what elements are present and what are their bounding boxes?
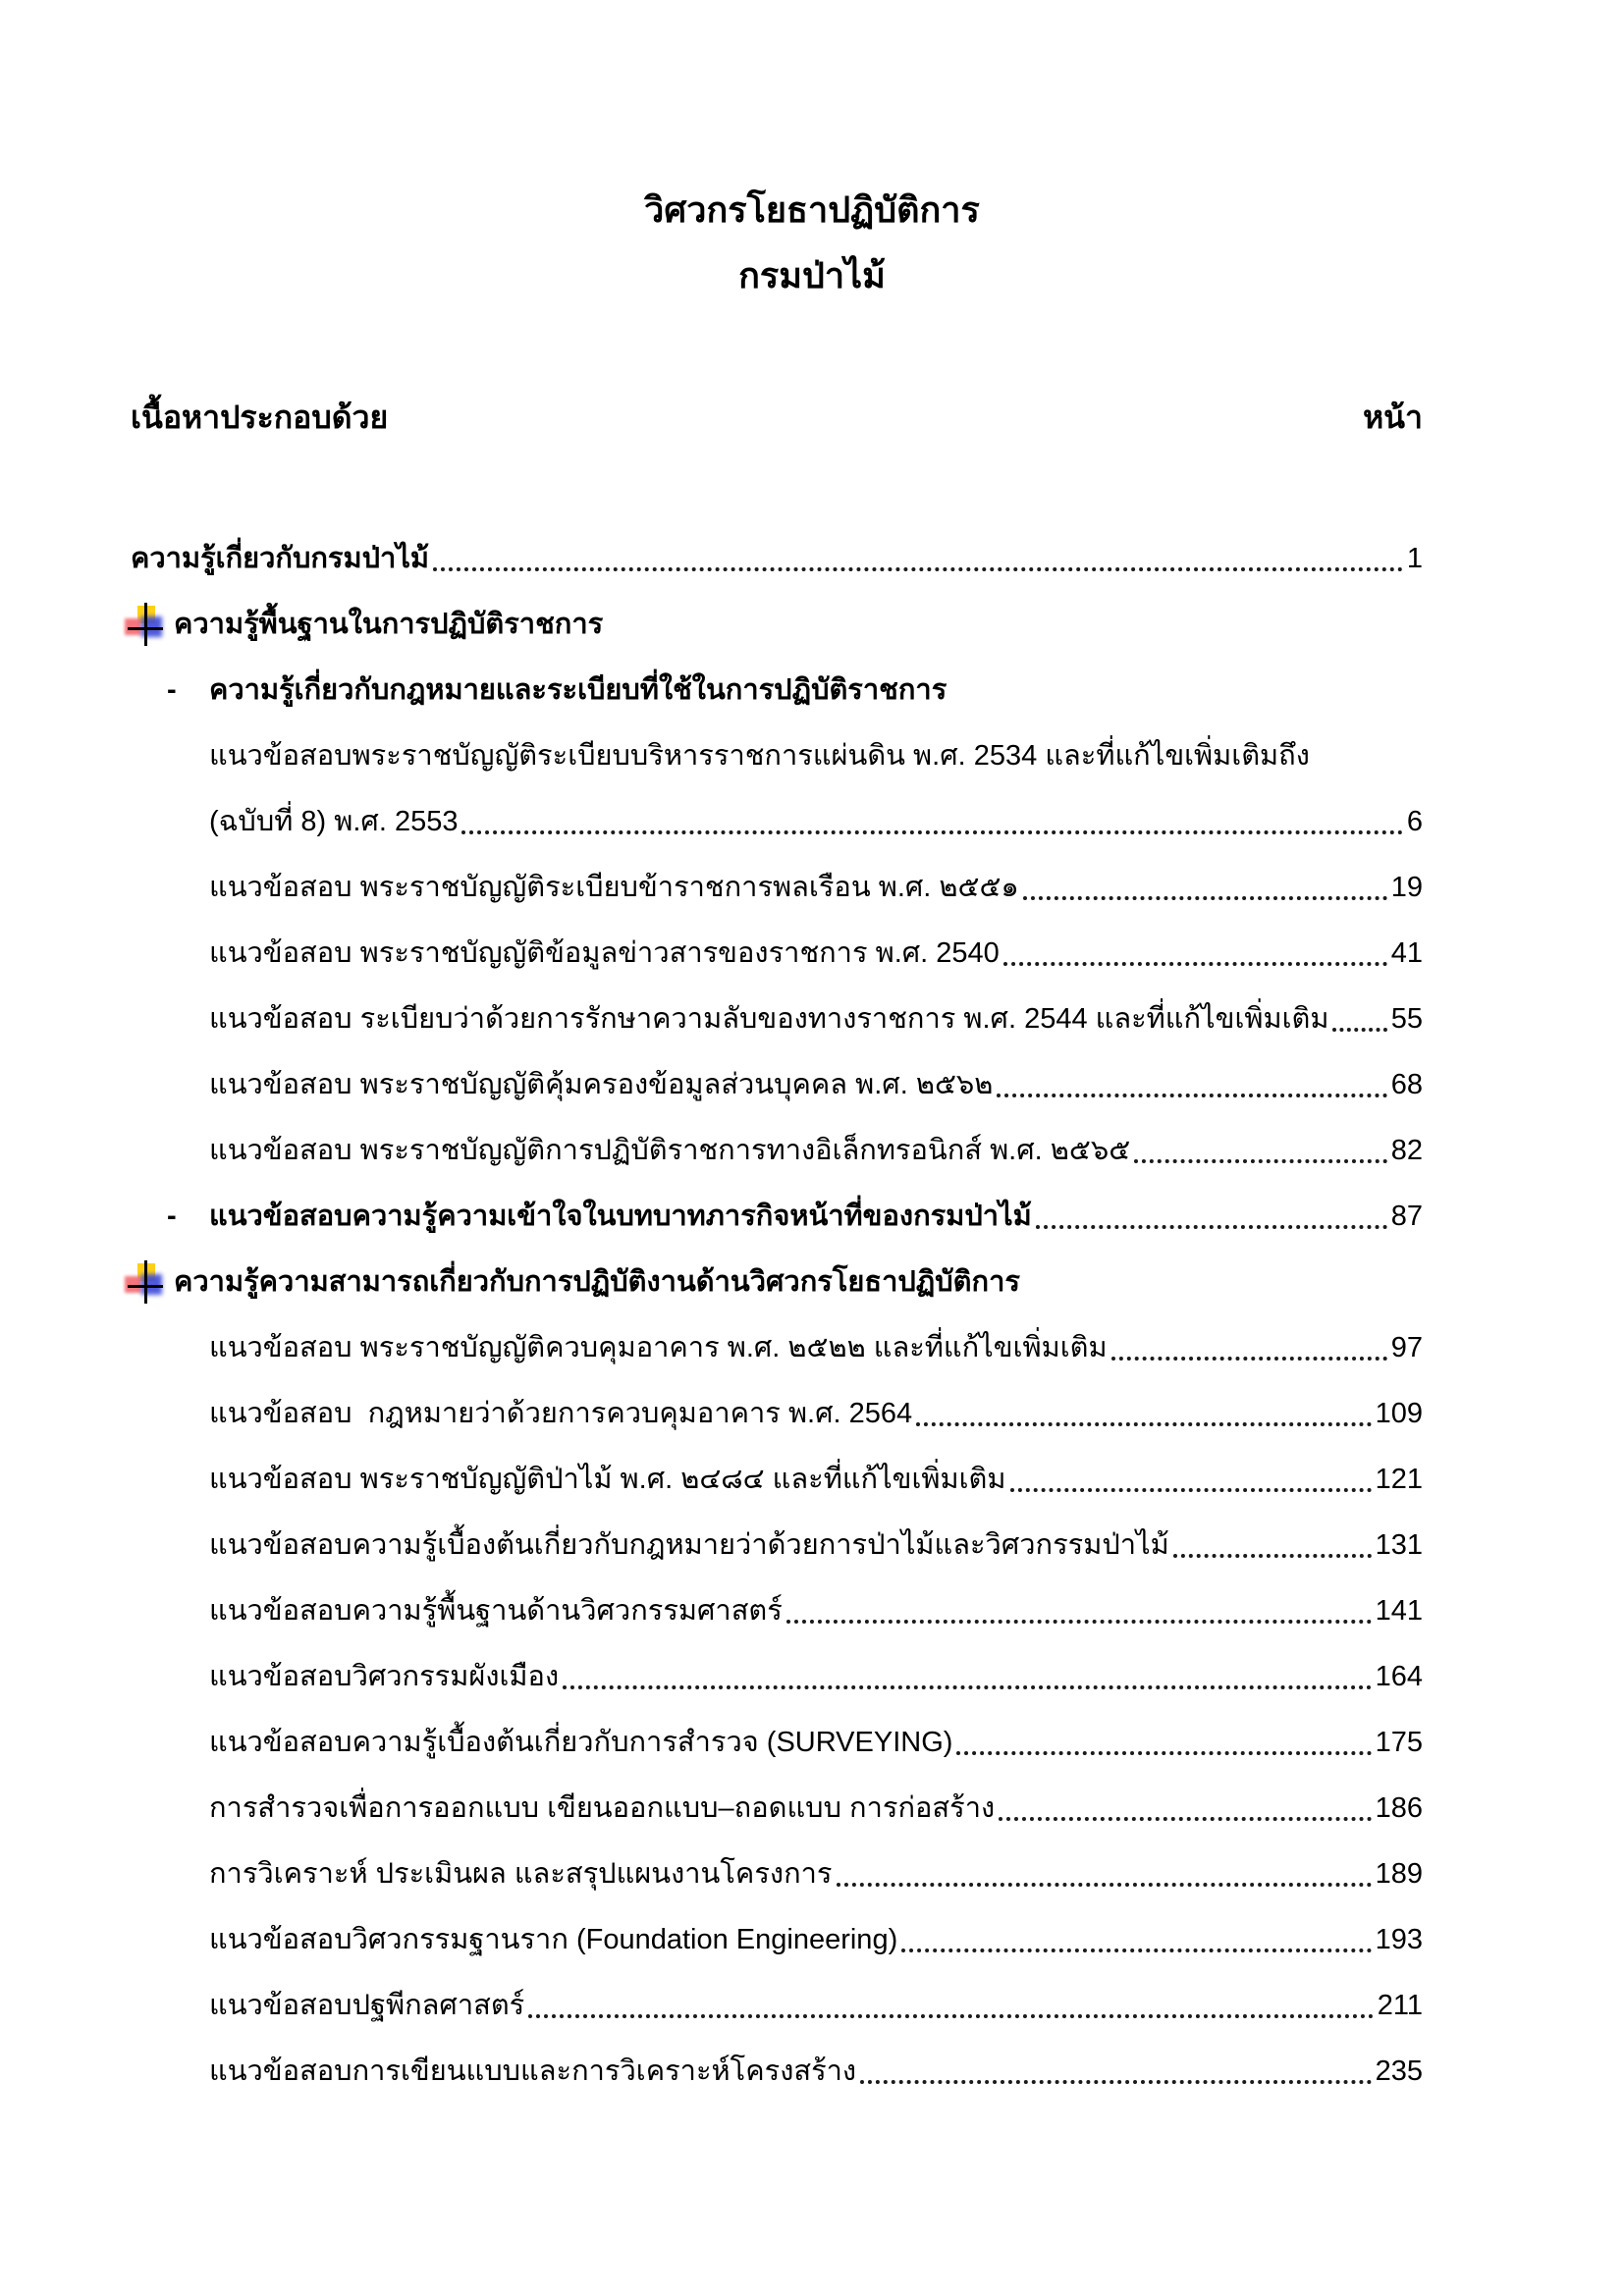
page-number: 189 bbox=[1375, 1858, 1423, 1890]
toc-row bbox=[131, 603, 1423, 646]
dot-leader bbox=[1010, 1488, 1372, 1492]
toc-row bbox=[131, 734, 1423, 777]
toc-item-label: ความรู้เกี่ยวกับกฎหมายและระเบียบที่ใช้ในการปฏิบัติราชการ bbox=[209, 674, 947, 706]
dot-leader bbox=[997, 1094, 1386, 1097]
page-number: 55 bbox=[1390, 1003, 1423, 1035]
dot-leader bbox=[956, 1751, 1371, 1755]
toc-item-label: แนวข้อสอบวิศวกรรมฐานราก (Foundation Engineering) bbox=[209, 1924, 898, 1955]
toc-item-label: แนวข้อสอบ พระราชบัญญัติระเบียบข้าราชการพลเรือน พ.ศ. ๒๕๕๑ bbox=[209, 872, 1019, 903]
toc-content bbox=[0, 396, 1624, 2093]
toc-row bbox=[131, 1392, 1423, 1435]
page-number: 68 bbox=[1390, 1069, 1423, 1100]
toc-row bbox=[131, 668, 1423, 712]
dot-leader bbox=[1036, 1225, 1387, 1229]
dash-marker-icon: - bbox=[167, 1201, 177, 1232]
bullet-cross-horizontal bbox=[128, 1285, 163, 1288]
toc-item-label: แนวข้อสอบวิศวกรรมผังเมือง bbox=[209, 1661, 560, 1692]
toc-item-label: แนวข้อสอบการเขียนแบบและการวิเคราะห์โครงสร้าง bbox=[209, 2056, 857, 2087]
dot-leader bbox=[433, 567, 1403, 571]
toc-item-label: แนวข้อสอบ พระราชบัญญัติป่าไม้ พ.ศ. ๒๔๘๔ และที่แก้ไขเพิ่มเติม bbox=[209, 1464, 1006, 1495]
toc-row bbox=[131, 537, 1423, 580]
toc-row bbox=[131, 1326, 1423, 1369]
page-number: 41 bbox=[1390, 937, 1423, 969]
toc-item-label: การวิเคราะห์ ประเมินผล และสรุปแผนงานโครงการ bbox=[209, 1858, 833, 1890]
page-number: 97 bbox=[1390, 1332, 1423, 1363]
toc-row bbox=[131, 1721, 1423, 1764]
toc-item-label: ความรู้พื้นฐานในการปฏิบัติราชการ bbox=[174, 609, 604, 640]
toc-row bbox=[131, 932, 1423, 975]
toc-row bbox=[131, 2050, 1423, 2093]
dot-leader bbox=[837, 1883, 1372, 1887]
toc-row bbox=[131, 1523, 1423, 1567]
page-number: 82 bbox=[1390, 1135, 1423, 1166]
toc-item-label: แนวข้อสอบ กฎหมายว่าด้วยการควบคุมอาคาร พ.ศ. 2564 bbox=[209, 1398, 913, 1429]
title-block bbox=[0, 0, 1624, 297]
dash-marker-icon: - bbox=[167, 674, 177, 706]
page-number: 109 bbox=[1375, 1398, 1423, 1429]
bullet-cross-vertical bbox=[144, 603, 147, 646]
toc-row bbox=[131, 1852, 1423, 1896]
dot-leader bbox=[1332, 1028, 1386, 1032]
toc-item-label: แนวข้อสอบความรู้พื้นฐานด้านวิศวกรรมศาสตร์ bbox=[209, 1595, 783, 1627]
page-number: 6 bbox=[1406, 806, 1423, 837]
dot-leader bbox=[786, 1620, 1372, 1624]
page-number: 19 bbox=[1390, 872, 1423, 903]
toc-item-label: (ฉบับที่ 8) พ.ศ. 2553 bbox=[209, 806, 459, 837]
toc-row bbox=[131, 800, 1423, 843]
page-number: 235 bbox=[1375, 2056, 1423, 2087]
toc-header-row bbox=[131, 396, 1423, 439]
toc-item-label: แนวข้อสอบความรู้เบื้องต้นเกี่ยวกับการสำรวจ (SURVEYING) bbox=[209, 1727, 953, 1758]
toc-item-label: แนวข้อสอบความรู้ความเข้าใจในบทบาทภารกิจหน้าที่ของกรมป่าไม้ bbox=[209, 1201, 1032, 1232]
toc-header-contents-label: เนื้อหาประกอบด้วย bbox=[131, 400, 389, 435]
toc-row bbox=[131, 1129, 1423, 1172]
toc-row bbox=[131, 1918, 1423, 1961]
dot-leader bbox=[1111, 1357, 1387, 1361]
dot-leader bbox=[901, 1949, 1371, 1952]
toc-row bbox=[131, 1589, 1423, 1632]
section-bullet-plus-icon bbox=[125, 1260, 164, 1304]
toc-list bbox=[131, 537, 1423, 2093]
dot-leader bbox=[1023, 896, 1387, 900]
toc-item-label: แนวข้อสอบพระราชบัญญัติระเบียบบริหารราชการแผ่นดิน พ.ศ. 2534 และที่แก้ไขเพิ่มเติมถึง bbox=[209, 740, 1310, 772]
toc-row bbox=[131, 1195, 1423, 1238]
toc-row bbox=[131, 1458, 1423, 1501]
toc-row bbox=[131, 1655, 1423, 1698]
dot-leader bbox=[528, 2014, 1374, 2018]
toc-header-page-label: หน้า bbox=[1363, 400, 1423, 435]
dot-leader bbox=[1173, 1554, 1372, 1558]
page-number: 87 bbox=[1390, 1201, 1423, 1232]
dot-leader bbox=[461, 830, 1402, 834]
dot-leader bbox=[1134, 1159, 1387, 1163]
dot-leader bbox=[999, 1817, 1371, 1821]
dot-leader bbox=[563, 1685, 1371, 1689]
page-number: 1 bbox=[1406, 543, 1423, 574]
page-number: 175 bbox=[1375, 1727, 1423, 1758]
dot-leader bbox=[1003, 962, 1387, 966]
toc-row bbox=[131, 1063, 1423, 1106]
toc-item-label: แนวข้อสอบ พระราชบัญญัติคุ้มครองข้อมูลส่วนบุคคล พ.ศ. ๒๕๖๒ bbox=[209, 1069, 994, 1100]
toc-item-label: ความรู้ความสามารถเกี่ยวกับการปฏิบัติงานด้านวิศวกรโยธาปฏิบัติการ bbox=[174, 1266, 1020, 1298]
toc-row bbox=[131, 1984, 1423, 2027]
page-number: 164 bbox=[1375, 1661, 1423, 1692]
document-title: วิศวกรโยธาปฏิบัติการ bbox=[644, 189, 980, 230]
toc-item-label: แนวข้อสอบปฐพีกลศาสตร์ bbox=[209, 1990, 525, 2021]
page-number: 121 bbox=[1375, 1464, 1423, 1495]
bullet-cross-horizontal bbox=[128, 627, 163, 630]
dot-leader bbox=[916, 1422, 1371, 1426]
toc-row bbox=[131, 1260, 1423, 1304]
dot-leader bbox=[860, 2080, 1372, 2084]
page-number: 131 bbox=[1375, 1529, 1423, 1561]
toc-item-label: ความรู้เกี่ยวกับกรมป่าไม้ bbox=[131, 543, 430, 574]
document-subtitle: กรมป่าไม้ bbox=[738, 255, 886, 295]
page-number: 186 bbox=[1375, 1792, 1423, 1824]
toc-item-label: แนวข้อสอบความรู้เบื้องต้นเกี่ยวกับกฎหมายว่าด้วยการป่าไม้และวิศวกรรมป่าไม้ bbox=[209, 1529, 1169, 1561]
bullet-cross-vertical bbox=[144, 1260, 147, 1304]
toc-row bbox=[131, 1787, 1423, 1830]
toc-row bbox=[131, 997, 1423, 1041]
toc-item-label: การสำรวจเพื่อการออกแบบ เขียนออกแบบ–ถอดแบบ การก่อสร้าง bbox=[209, 1792, 996, 1824]
section-bullet-plus-icon bbox=[125, 603, 164, 646]
toc-item-label: แนวข้อสอบ ระเบียบว่าด้วยการรักษาความลับของทางราชการ พ.ศ. 2544 และที่แก้ไขเพิ่มเติม bbox=[209, 1003, 1329, 1035]
toc-item-label: แนวข้อสอบ พระราชบัญญัติข้อมูลข่าวสารของราชการ พ.ศ. 2540 bbox=[209, 937, 1000, 969]
toc-row bbox=[131, 866, 1423, 909]
page-number: 211 bbox=[1377, 1990, 1423, 2021]
toc-item-label: แนวข้อสอบ พระราชบัญญัติควบคุมอาคาร พ.ศ. ๒๕๒๒ และที่แก้ไขเพิ่มเติม bbox=[209, 1332, 1108, 1363]
toc-item-label: แนวข้อสอบ พระราชบัญญัติการปฏิบัติราชการทางอิเล็กทรอนิกส์ พ.ศ. ๒๕๖๕ bbox=[209, 1135, 1131, 1166]
page-number: 193 bbox=[1375, 1924, 1423, 1955]
page-number: 141 bbox=[1375, 1595, 1423, 1627]
